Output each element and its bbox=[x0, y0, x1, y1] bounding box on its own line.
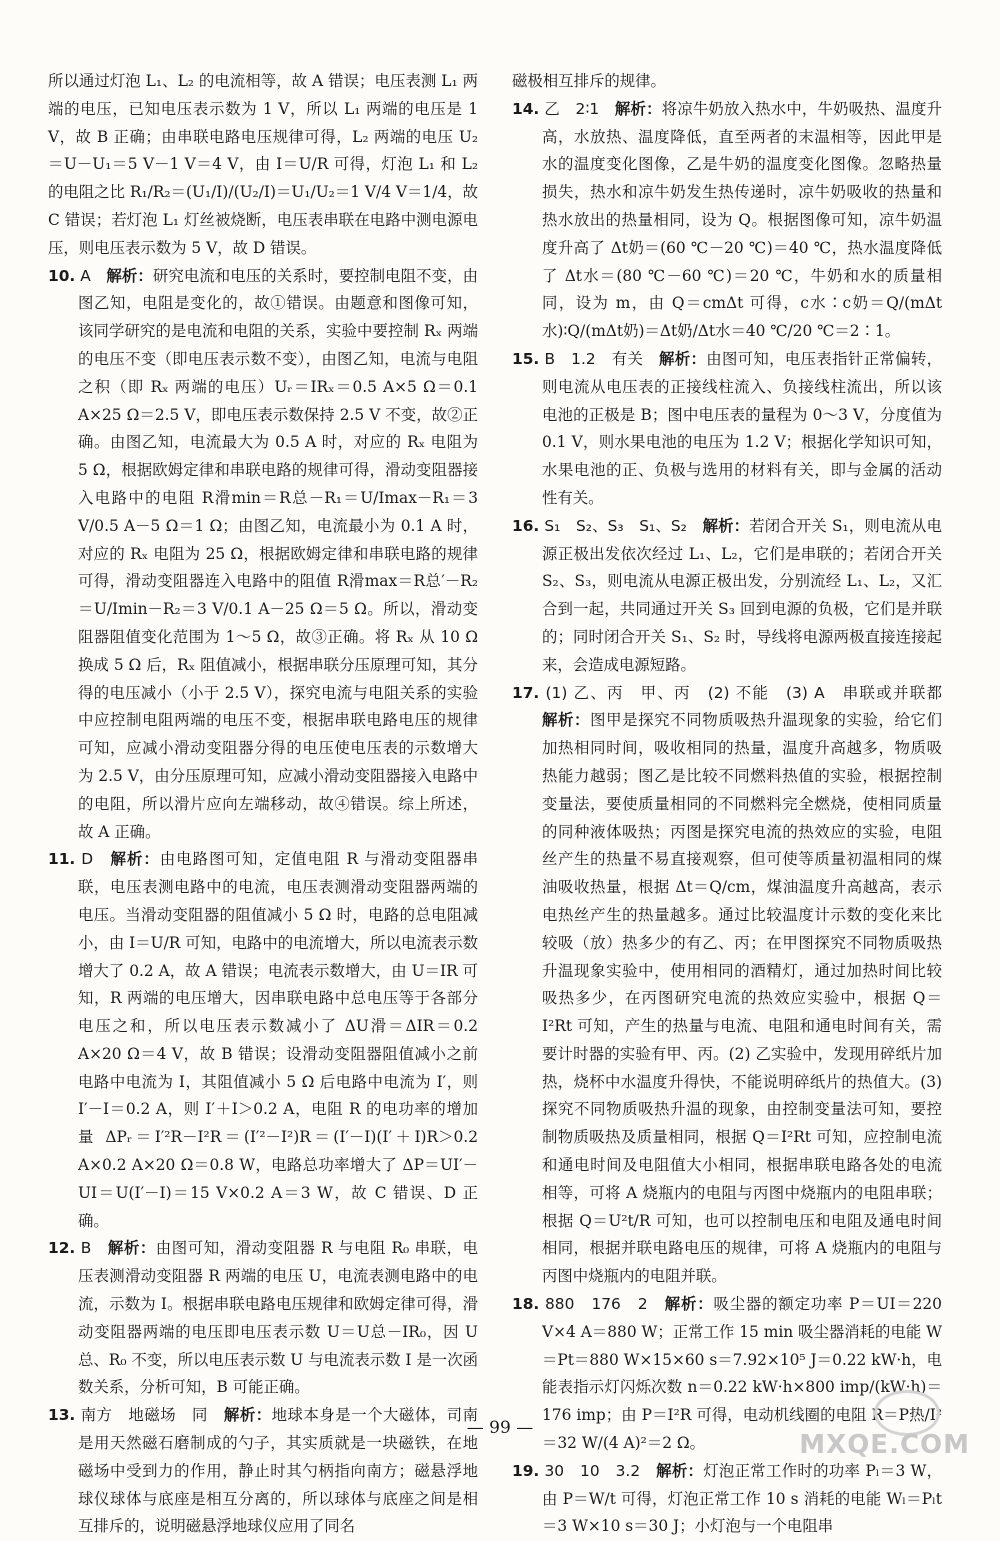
analysis-label: 解析： bbox=[658, 349, 707, 368]
analysis-label: 解析： bbox=[107, 1239, 156, 1258]
item-answer: 30 10 3.2 bbox=[544, 1461, 641, 1480]
item-number: 12. bbox=[48, 1239, 76, 1258]
analysis-text: 由图可知，电压表指针正常偏转，则电流从电压表的正接线柱流入、负接线柱流出，所以该电池的正极是 B；图中电压表的量程为 0～3 V，分度值为 0.1 V，则水果电池的电压为 1.2 V；根据化学知识可知，水果电池的正、负极与选用的材料有关，即与金属的活动性有关。 bbox=[542, 349, 942, 507]
item-number: 17. bbox=[512, 683, 540, 702]
analysis-text: 由图可知，滑动变阻器 R 与电阻 R₀ 串联，电压表测滑动变阻器 R 两端的电压 U，电流表测电路中的电流，示数为 I。根据串联电路电压规律和欧姆定律可得，滑动变阻器两端的电压即电压表示数 U＝U总－IR₀，因 U总、R₀ 不变，所以电压表示数 U 与电流表示数 I 是一次函数关系，分析可知，B 可能正确。 bbox=[78, 1239, 478, 1397]
continuation-paragraph: 所以通过灯泡 L₁、L₂ 的电流相等，故 A 错误；电压表测 L₁ 两端的电压，已知电压表示数为 1 V，所以 L₁ 两端的电压是 1 V，故 B 正确；由串联电路电压规律可得，L₂ 两端的电压 U₂＝U－U₁＝5 V－1 V＝4 V，由 I＝U/R 可得，灯泡 L₁ 和 L₂ 的电阻之比 R₁/R₂＝(U₁/I)/(U₂/I)＝U₁/U₂＝1 V/4 V＝1/4，故 C 错误；若灯泡 L₁ 灯丝被烧断，电压表串联在电路中测电源电压，则电压表示数为 5 V，故 D 错误。 bbox=[48, 72, 478, 257]
answer-item-15 bbox=[512, 346, 942, 513]
item-number: 16. bbox=[512, 516, 540, 535]
answer-item-19 bbox=[512, 1458, 942, 1541]
analysis-label: 解析： bbox=[614, 99, 662, 118]
analysis-label: 解析： bbox=[664, 1295, 714, 1314]
item-answer: 880 176 2 bbox=[545, 1295, 648, 1314]
continuation-paragraph: 磁极相互排斥的规律。 bbox=[512, 72, 666, 90]
item-number: 18. bbox=[512, 1295, 540, 1314]
item-answer: 南方 地磁场 同 bbox=[80, 1406, 208, 1425]
item-answer: D bbox=[81, 850, 94, 869]
item-answer: 乙 2∶1 bbox=[544, 99, 600, 118]
left-column bbox=[48, 68, 478, 1541]
item-number: 13. bbox=[48, 1406, 76, 1425]
answer-item-14 bbox=[512, 96, 942, 346]
answer-item-16 bbox=[512, 513, 942, 680]
analysis-label: 解析： bbox=[702, 516, 750, 535]
item-answer: (1) 乙、丙 甲、丙 (2) 不能 (3) A 串联或并联都 bbox=[545, 683, 942, 702]
item-number: 19. bbox=[512, 1461, 540, 1480]
analysis-text: 吸尘器的额定功率 P＝UI＝220 V×4 A＝880 W；正常工作 15 min 吸尘器消耗的电能 W＝Pt＝880 W×15×60 s＝7.92×10⁵ J＝0.22 kW·h，电能表指示灯闪烁次数 n＝0.22 kW·h×800 imp/(kW·h)＝176 imp；由 P＝I²R 可得，电动机线圈的电阻 R＝P热/I²＝32 W/(4 A)²＝2 Ω。 bbox=[542, 1295, 942, 1453]
answer-item-11 bbox=[48, 846, 478, 1235]
answer-item-12 bbox=[48, 1235, 478, 1402]
watermark: MXQE.COM bbox=[799, 1430, 970, 1460]
item-number: 11. bbox=[48, 850, 76, 869]
item-answer: S₁ S₂、S₃ S₁、S₂ bbox=[544, 516, 687, 535]
right-column bbox=[512, 68, 942, 1541]
analysis-text: 若闭合开关 S₁，则电流从电源正极出发依次经过 L₁、L₂，它们是串联的；若闭合开关 S₂、S₃，则电流从电源正极出发，分别流经 L₁、L₂，又汇合到一起，共同通过开关 S₃ 回到电源的负极，它们是并联的；同时闭合开关 S₁、S₂ 时，导线将电源两极直接连接起来，会造成电源短路。 bbox=[542, 516, 942, 674]
answer-item-10 bbox=[48, 263, 478, 847]
analysis-label: 解析： bbox=[542, 711, 591, 730]
analysis-text: 地球本身是一个大磁体，司南是用天然磁石磨制成的勺子，其实质就是一块磁铁，在地磁场中受到力的作用，静止时其勺柄指向南方；磁悬浮地球仪球体与底座是相互分离的，所以球体与底座之间是相互排斥的，说明磁悬浮地球仪应用了同名 bbox=[78, 1406, 478, 1536]
analysis-text: 图甲是探究不同物质吸热升温现象的实验，给它们加热相同时间，吸收相同的热量，温度升高越多，物质吸热能力越弱；图乙是比较不同燃料热值的实验，根据控制变量法，要使质量相同的不同燃料完全燃烧，使相同质量的同种液体吸热；丙图是探究电流的热效应的实验，电阻丝产生的热量不易直接观察，但可使等质量初温相同的煤油吸收热量，根据 Δt＝Q/cm，煤油温度升高越高，表示电热丝产生的热量越多。通过比较温度计示数的变化来比较吸（放）热多少的有乙、丙；在甲图探究不同物质吸热升温现象实验中，使用相同的酒精灯，通过加热时间比较吸热多少，在丙图研究电流的热效应实验中，根据 Q＝I²Rt 可知，产生的热量与电流、电阻和通电时间有关，需要计时器的实验有甲、丙。(2) 乙实验中，发现用碎纸片加热，烧杯中水温度升得快，不能说明碎纸片的热值大。(3) 探究不同物质吸热升温的现象，由控制变量法可知，要控制物质吸热及质量相同，根据 Q＝I²Rt 可知，应控制电流和通电时间及电阻值大小相同，根据串联电路各处的电流相等，可将 A 烧瓶内的电阻与丙图中烧瓶内的电阻串联；根据 Q＝U²t/R 可知，也可以控制电压和电阻及通电时间相同，根据并联电路电压的规律，可将 A 烧瓶内的电阻与丙图中烧瓶内的电阻并联。 bbox=[542, 711, 942, 1286]
analysis-label: 解析： bbox=[656, 1461, 704, 1480]
analysis-text: 灯泡正常工作时的功率 Pₗ＝3 W，由 P＝W/t 可得，灯泡正常工作 10 s 消耗的电能 Wₗ＝Pₗt＝3 W×10 s＝30 J；小灯泡与一个电阻串 bbox=[542, 1461, 942, 1536]
analysis-text: 由电路图可知，定值电阻 R 与滑动变阻器串联，电压表测电路中的电流，电压表测滑动变阻器两端的电压。当滑动变阻器的阻值减小 5 Ω 时，电路的总电阻减小，由 I＝U/R 可知，电路中的电流增大，所以电流表示数增大了 0.2 A，故 A 错误；电流表示数增大，由 U＝IR 可知，R 两端的电压增大，因串联电路中总电压等于各部分电压之和，所以电压表示数减小了 ΔU滑＝ΔIR＝0.2 A×20 Ω＝4 V，故 B 错误；设滑动变阻器阻值减小之前电路中电流为 I，其阻值减小 5 Ω 后电路中电流为 I′，则 I′－I＝0.2 A，则 I′＋I＞0.2 A，电阻 R 的电功率的增加量 ΔPᵣ＝I′²R－I²R＝(I′²－I²)R＝(I′－I)(I′＋I)R＞0.2 A×0.2 A×20 Ω＝0.8 W，电路总功率增大了 ΔP＝UI′－UI＝U(I′－I)＝15 V×0.2 A＝3 W，故 C 错误、D 正确。 bbox=[78, 850, 478, 1230]
item-number: 15. bbox=[512, 349, 540, 368]
item-number: 10. bbox=[48, 266, 76, 285]
item-answer: B 1.2 有关 bbox=[544, 349, 644, 368]
item-number: 14. bbox=[512, 99, 540, 118]
analysis-text: 将凉牛奶放入热水中，牛奶吸热、温度升高，水放热、温度降低，直至两者的末温相等，因此甲是水的温度变化图像，乙是牛奶的温度变化图像。忽略热量损失，热水和凉牛奶发生热传递时，凉牛奶吸收的热量和热水放出的热量相同，设为 Q。根据图像可知，凉牛奶温度升高了 Δt奶＝(60 ℃－20 ℃)＝40 ℃，热水温度降低了 Δt水＝(80 ℃－60 ℃)＝20 ℃，牛奶和水的质量相同，设为 m，由 Q＝cmΔt 可得，c水∶c奶＝Q/(mΔt水)∶Q/(mΔt奶)＝Δt奶/Δt水＝40 ℃/20 ℃＝2∶1。 bbox=[542, 99, 942, 341]
item-answer: B bbox=[80, 1239, 92, 1258]
analysis-text: 研究电流和电压的关系时，要控制电阻不变，由图乙知，电阻是变化的，故①错误。由题意和图像可知，该同学研究的是电流和电阻的关系，实验中要控制 Rₓ 两端的电压不变（即电压表示数不变），由图乙知，电流与电阻之积（即 Rₓ 两端的电压）Uᵣ＝IRₓ＝0.5 A×5 Ω＝0.1 A×25 Ω＝2.5 V，即电压表示数保持 2.5 V 不变，故②正确。由图乙知，电流最大为 0.5 A 时，对应的 Rₓ 电阻为 5 Ω，根据欧姆定律和串联电路的规律可得，滑动变阻器接入电路中的电阻 R滑min＝R总－R₁＝U/Imax－R₁＝3 V/0.5 A－5 Ω＝1 Ω；由图乙知，电流最小为 0.1 A 时，对应的 Rₓ 电阻为 25 Ω，根据欧姆定律和串联电路的规律可得，滑动变阻器连入电路中的阻值 R滑max＝R总′－R₂＝U/Imin－R₂＝3 V/0.1 A－25 Ω＝5 Ω。所以，滑动变阻器阻值变化范围为 1～5 Ω，故③正确。将 Rₓ 从 10 Ω 换成 5 Ω 后，Rₓ 阻值减小，根据串联分压原理可知，其分得的电压减小（小于 2.5 V），探究电流与电阻关系的实验中应控制电阻两端的电压不变，根据串联电路电压的规律可知，应减小滑动变阻器分得的电压使电压表的示数增大为 2.5 V，由分压原理可知，应减小滑动变阻器接入电路中的电阻，所以滑片应向左端移动，故④错误。综上所述，故 A 正确。 bbox=[78, 266, 478, 841]
analysis-label: 解析： bbox=[106, 266, 153, 285]
analysis-label: 解析： bbox=[110, 850, 160, 869]
item-answer: A bbox=[80, 266, 91, 285]
answer-item-17 bbox=[512, 680, 942, 1292]
page-number: — 99 — bbox=[466, 1418, 534, 1438]
analysis-label: 解析： bbox=[223, 1406, 272, 1425]
